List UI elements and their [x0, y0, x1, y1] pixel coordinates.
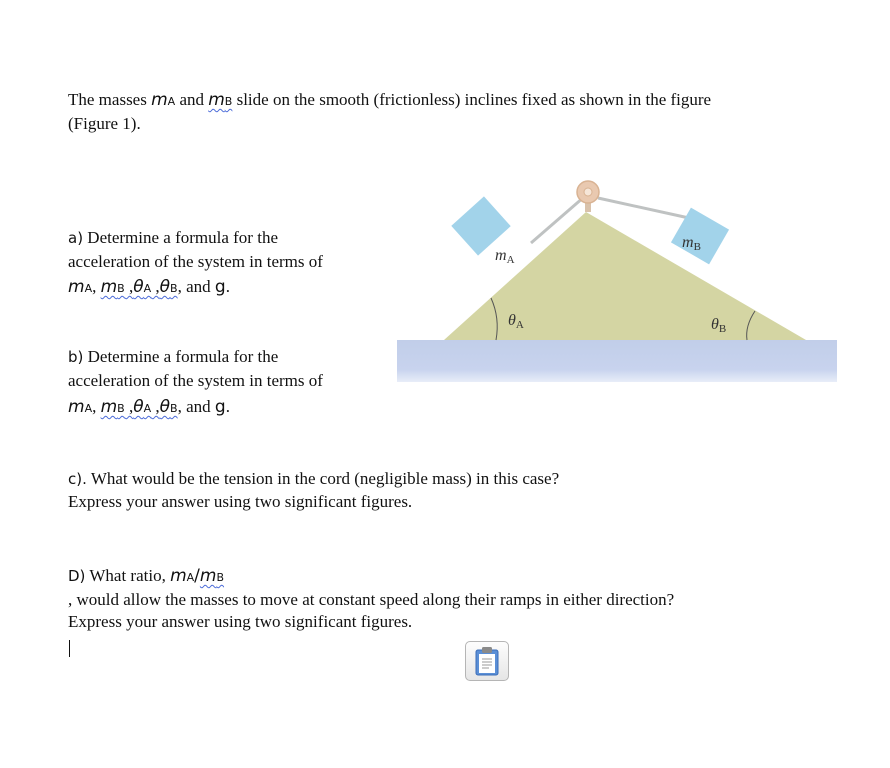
mass-b-symbol: mB — [208, 90, 233, 110]
block-b-label: mB — [682, 234, 701, 253]
part-b-g: g — [214, 397, 226, 417]
part-a-text-1: Determine a formula for the — [83, 228, 278, 247]
part-b-mass-a: mA — [68, 397, 93, 417]
part-a-line-2: acceleration of the system in terms of — [68, 252, 323, 271]
part-d-line-1: D) What ratio, mA/mB — [68, 566, 225, 586]
mass-a-symbol: mA — [151, 90, 176, 110]
part-d-text-1: What ratio, — [85, 566, 171, 585]
theta-b-label: θB — [711, 316, 727, 335]
part-a-variables: mB ,θA ,θB — [100, 277, 178, 297]
theta-a-label: θA — [508, 312, 524, 331]
part-d-line-3: Express your answer using two significant figures. — [68, 612, 413, 631]
ground — [397, 340, 837, 382]
clipboard-icon — [474, 646, 500, 676]
part-d-line-2: , would allow the masses to move at constant speed along their ramps in either direction? — [68, 590, 675, 609]
part-a-mass-a: mA — [68, 277, 93, 297]
part-d-mass-a: mA — [170, 566, 195, 586]
part-c-line-2: Express your answer using two significant figures. — [68, 492, 413, 511]
part-b-line-2: acceleration of the system in terms of — [68, 371, 323, 390]
intro-and: and — [175, 90, 209, 109]
part-a-g: g — [214, 277, 226, 297]
paste-button[interactable] — [465, 641, 509, 681]
part-c-label: c). — [68, 470, 87, 488]
block-a-label: mA — [495, 247, 515, 266]
part-b-label: b) — [68, 348, 84, 366]
part-c-text-1: What would be the tension in the cord (negligible mass) in this case? — [86, 469, 560, 488]
part-b-variables: mB ,θA ,θB — [100, 397, 178, 417]
pulley-hub — [584, 188, 592, 196]
part-d-mass-b: mB — [199, 566, 225, 586]
intro-text-1: The masses — [68, 90, 152, 109]
rope-right — [598, 198, 689, 218]
part-a-label: a) — [68, 229, 84, 247]
part-b-text-1: Determine a formula for the — [83, 347, 279, 366]
intro-text-2: slide on the smooth (frictionless) inclines fixed as shown in the figure — [232, 90, 712, 109]
part-d-label: D) — [68, 567, 86, 585]
part-b-line-3: mA, mB ,θA ,θB, and g. — [68, 397, 230, 417]
part-a-line-3: mA, mB ,θA ,θB, and g. — [68, 277, 230, 297]
intro-line-2: (Figure 1). — [68, 114, 141, 133]
